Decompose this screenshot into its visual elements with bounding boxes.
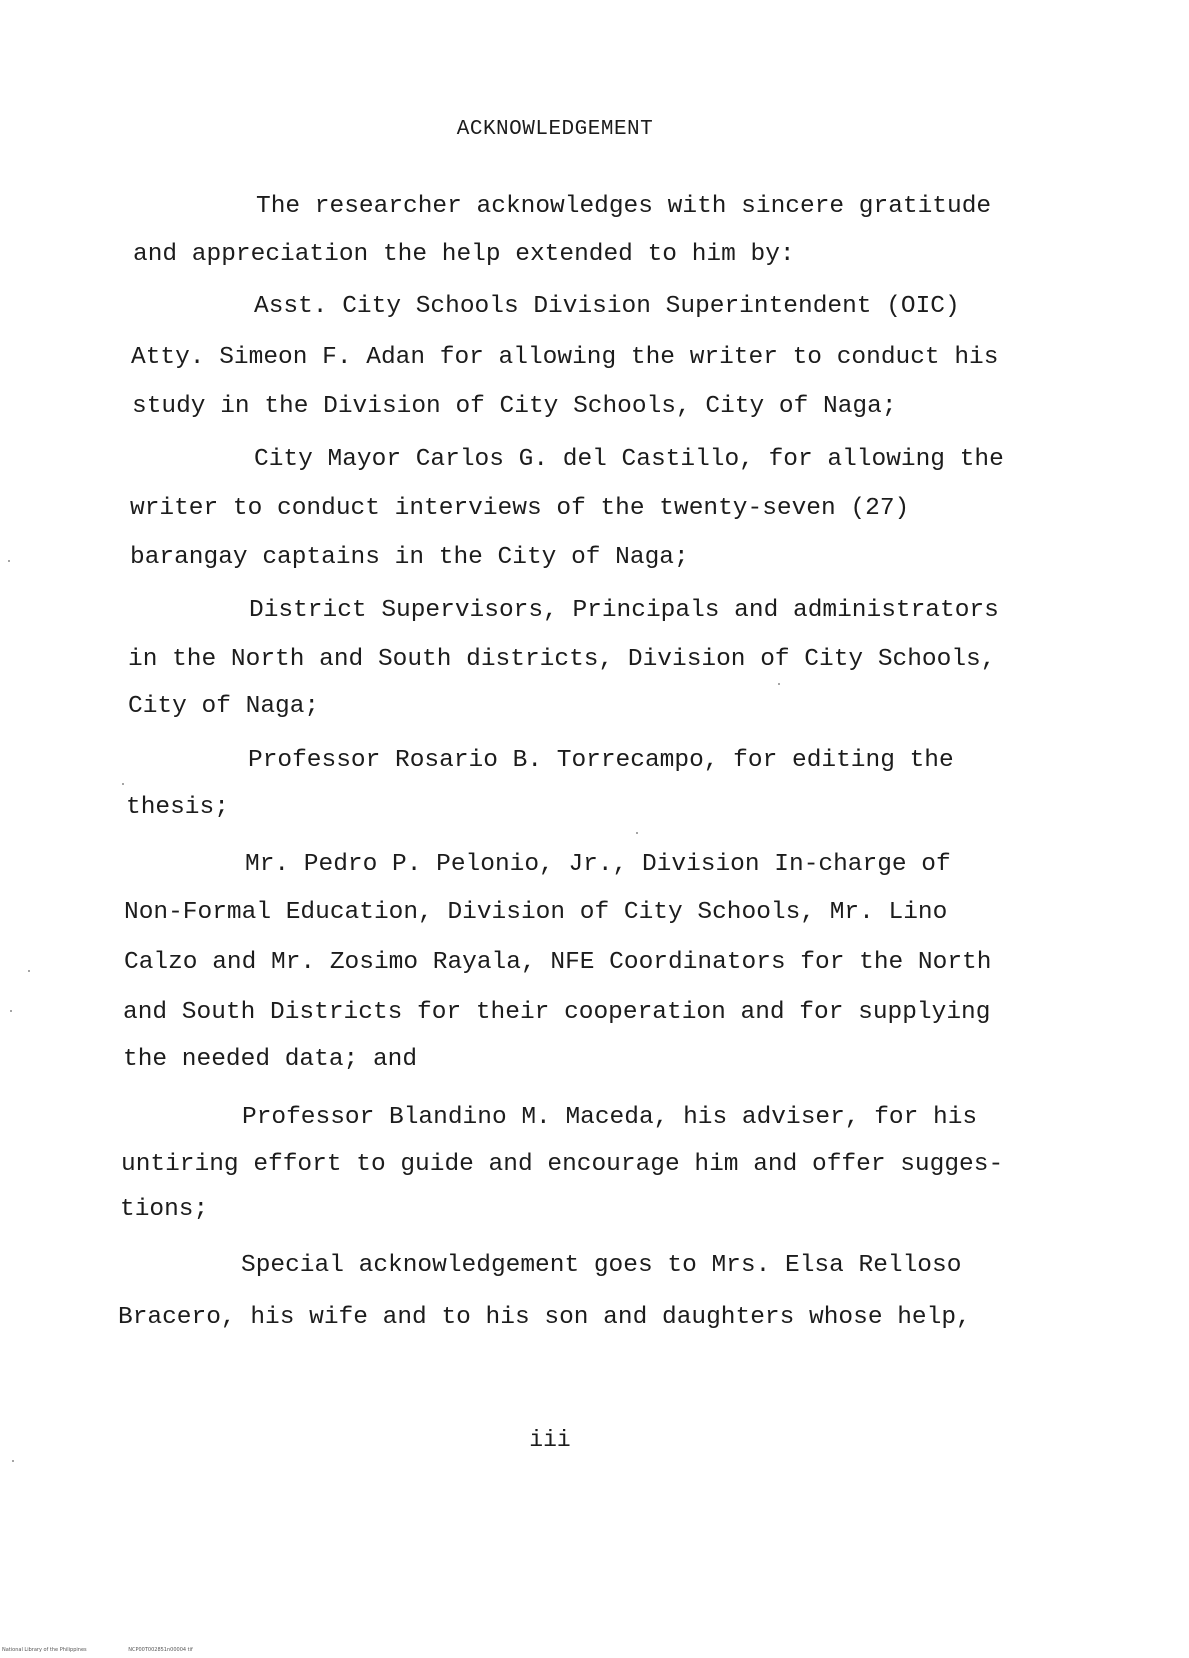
scan-speck xyxy=(10,1010,12,1012)
scan-footer xyxy=(2,1647,233,1653)
text-line: and South Districts for their cooperation and for supplying xyxy=(123,999,991,1026)
text-line: Asst. City Schools Division Superintendent (OIC) xyxy=(254,293,960,320)
text-line: Bracero, his wife and to his son and daughters whose help, xyxy=(118,1304,971,1331)
text-line: Special acknowledgement goes to Mrs. Elsa Relloso xyxy=(241,1252,962,1279)
text-line: writer to conduct interviews of the twenty-seven (27) xyxy=(130,495,910,522)
text-line: barangay captains in the City of Naga; xyxy=(130,544,689,571)
scan-speck xyxy=(12,1460,14,1462)
scan-speck xyxy=(636,832,638,834)
scan-speck xyxy=(28,970,30,972)
text-line: Non-Formal Education, Division of City Schools, Mr. Lino xyxy=(124,899,948,926)
page-number: iii xyxy=(529,1427,571,1453)
footer-library: National Library of the Philippines xyxy=(2,1647,87,1653)
text-line: Professor Rosario B. Torrecampo, for editing the xyxy=(248,747,954,774)
text-line: Mr. Pedro P. Pelonio, Jr., Division In-charge of xyxy=(245,851,951,878)
text-line: and appreciation the help extended to him by: xyxy=(133,241,795,268)
text-line: Professor Blandino M. Maceda, his adviser, for his xyxy=(242,1104,978,1131)
text-line: the needed data; and xyxy=(123,1046,418,1073)
text-line: District Supervisors, Principals and administrators xyxy=(249,597,999,624)
document-title: ACKNOWLEDGEMENT xyxy=(456,118,654,141)
text-line: thesis; xyxy=(126,794,229,821)
text-line: City of Naga; xyxy=(128,693,320,720)
scan-speck xyxy=(8,560,10,562)
text-line: in the North and South districts, Division of City Schools, xyxy=(128,646,996,673)
scan-speck xyxy=(778,683,780,685)
text-line: City Mayor Carlos G. del Castillo, for allowing the xyxy=(254,446,1004,473)
text-line: Atty. Simeon F. Adan for allowing the writer to conduct his xyxy=(131,344,999,371)
text-line: untiring effort to guide and encourage him and offer sugges- xyxy=(121,1151,1004,1178)
text-line: Calzo and Mr. Zosimo Rayala, NFE Coordinators for the North xyxy=(124,949,992,976)
footer-file-id: NCP00T002851n00004 tif xyxy=(128,1647,193,1653)
text-line: tions; xyxy=(120,1196,209,1223)
scan-speck xyxy=(122,783,124,785)
text-line: The researcher acknowledges with sincere gratitude xyxy=(256,193,992,220)
text-line: study in the Division of City Schools, City of Naga; xyxy=(132,393,897,420)
